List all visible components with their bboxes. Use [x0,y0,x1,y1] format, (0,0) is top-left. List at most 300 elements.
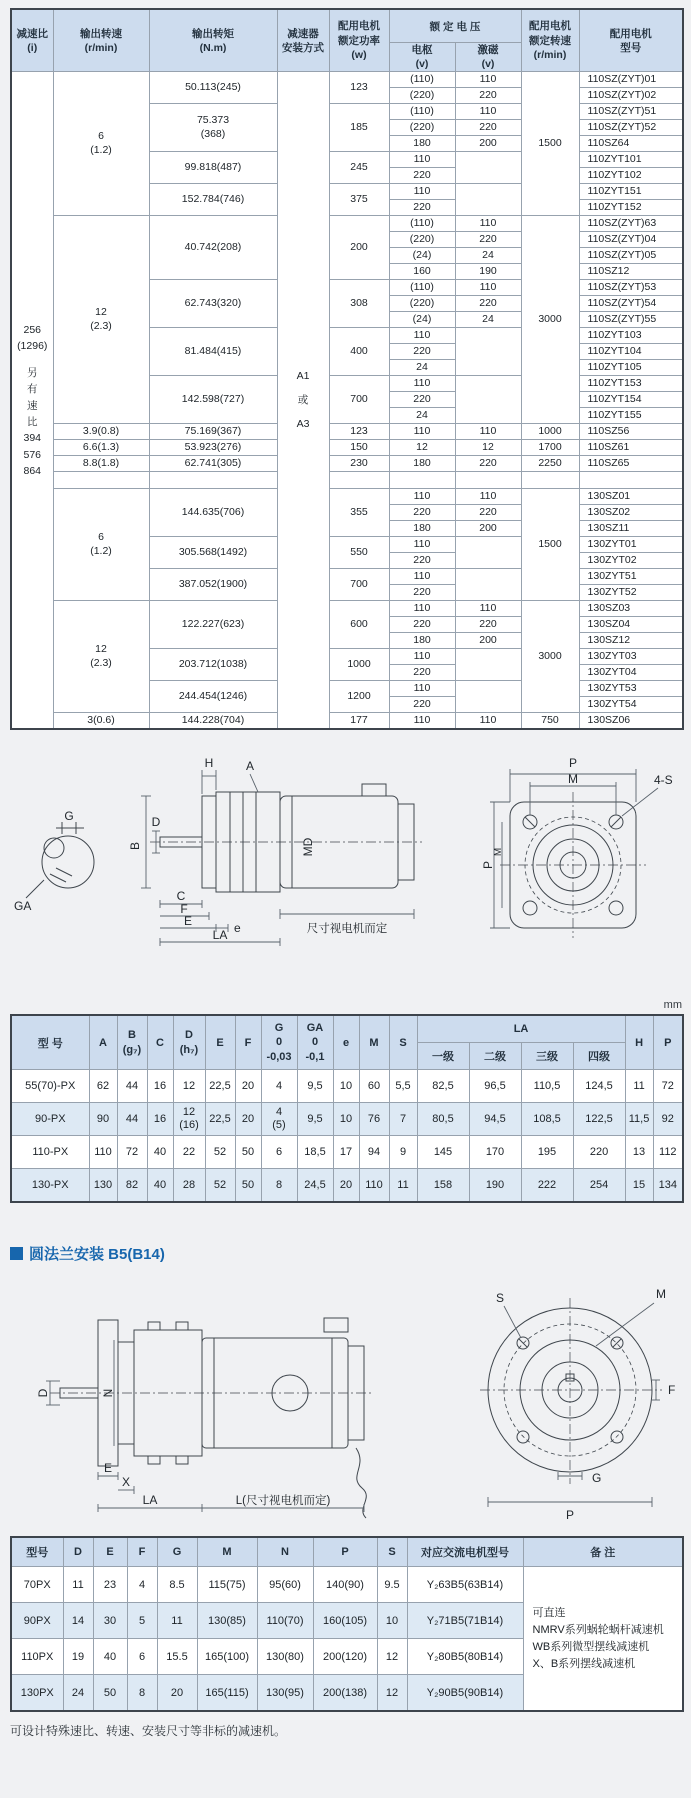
cell-torque: 122.227(623) [149,601,277,649]
cell-model: 130SZ02 [579,505,683,521]
cell: 220 [573,1136,625,1169]
header-cell: GA 0 -0,1 [297,1015,333,1070]
cell-exc: 110 [455,280,521,296]
cell: 22,5 [205,1103,235,1136]
cell-power: 600 [329,601,389,649]
cell-torque [149,472,277,489]
cell-exc: 110 [455,104,521,120]
header-cell: 备 注 [523,1537,683,1567]
cell-model: 110ZYT103 [579,328,683,344]
dimension-drawing-a [10,752,682,955]
header-cell: 配用电机 型号 [579,9,683,72]
header-cell: 对应交流电机型号 [407,1537,523,1567]
cell: 6 [127,1639,157,1675]
cell-ratio: 256 (1296) 另 有 速 比 394 576 864 [11,72,53,730]
cell-arm: (24) [389,312,455,328]
cell-model: 110SZ(ZYT)63 [579,216,683,232]
cell-arm: 180 [389,136,455,152]
cell-model: 110ZYT155 [579,408,683,424]
cell-model: 130ZYT01 [579,537,683,553]
cell-arm: 220 [389,200,455,216]
cell-model: 110ZYT154 [579,392,683,408]
cell-model: 130SZ03 [579,601,683,617]
cell-exc [455,152,521,184]
cell-model: 130ZYT03 [579,649,683,665]
cell-model: 110SZ(ZYT)04 [579,232,683,248]
header-cell: 减速器 安装方式 [277,9,329,72]
cell: 165(115) [197,1675,257,1712]
dim-label-GA: GA [14,899,32,914]
cell-speed: 3.9(0.8) [53,424,149,440]
section-title-text: 圆法兰安装 B5(B14) [29,1246,165,1264]
dim-label-C: C [176,889,186,904]
cell: 108,5 [521,1103,573,1136]
cell: 160(105) [313,1603,377,1639]
cell: 40 [93,1639,127,1675]
table-row [11,601,683,617]
cell: 195 [521,1136,573,1169]
cell-exc: 110 [455,72,521,88]
header-cell: 配用电机 额定转速 (r/min) [521,9,579,72]
dim-label-MD: MD [301,838,315,857]
dimension-table [10,1014,684,1203]
cell: 9.5 [377,1567,407,1603]
cell-torque: 144.228(704) [149,713,277,730]
power-cable [356,1448,366,1518]
cell-power [329,472,389,489]
cell-model: 130ZYT02 [579,553,683,569]
cell-torque: 144.635(706) [149,489,277,537]
flange-motor-drawing [10,1270,682,1525]
cell-power: 375 [329,184,389,216]
cell-torque: 387.052(1900) [149,569,277,601]
header-cell: 型号 [11,1537,63,1567]
header-cell: N [257,1537,313,1567]
cell-arm: 110 [389,376,455,392]
cell-model: 110ZYT152 [579,200,683,216]
cell-mount: A1 或 A3 [277,72,329,730]
cell-arm: (110) [389,72,455,88]
cell-exc: 200 [455,136,521,152]
cell-arm: (24) [389,248,455,264]
cell-model [579,472,683,489]
cell: 52 [205,1169,235,1203]
cell-model: 130ZYT53 [579,681,683,697]
cell-arm: 110 [389,601,455,617]
cell-exc: 220 [455,120,521,136]
cell-speed: 6 (1.2) [53,489,149,601]
cell-rpm: 1000 [521,424,579,440]
cell-speed: 8.8(1.8) [53,456,149,472]
dim-label-E: E [183,914,193,929]
dim-label-F2: F [668,1383,676,1398]
cell: 170 [469,1136,521,1169]
cell-power: 200 [329,216,389,280]
cell-arm [389,472,455,489]
cell-exc: 24 [455,248,521,264]
cell-model: 110ZYT105 [579,360,683,376]
header-cell: 一级 [417,1043,469,1070]
cell-arm: 180 [389,633,455,649]
cell: 12 [377,1639,407,1675]
cell-torque: 40.742(208) [149,216,277,280]
cell-model: 130SZ04 [579,617,683,633]
cell-arm: 220 [389,697,455,713]
cell: 90PX [11,1603,63,1639]
cell-rpm: 3000 [521,216,579,424]
cell: 134 [653,1169,683,1203]
cell: Y₂90B5(90B14) [407,1675,523,1712]
cell-arm: (220) [389,120,455,136]
cell: 10 [377,1603,407,1639]
cell-model: 130ZYT52 [579,585,683,601]
cell-power: 355 [329,489,389,537]
cell: 20 [333,1169,359,1203]
header-cell: 输出转矩 (N.m) [149,9,277,72]
header-cell: 电枢 (v) [389,43,455,72]
dimension-drawing-b [10,1270,682,1530]
cell-model: 130SZ12 [579,633,683,649]
cell: 92 [653,1103,683,1136]
cell-arm: (220) [389,232,455,248]
cell: 190 [469,1169,521,1203]
cell: 12 (16) [173,1103,205,1136]
cell: Y₂80B5(80B14) [407,1639,523,1675]
cell-arm: 220 [389,505,455,521]
dim-label-F: F [180,902,188,917]
cell-exc [455,569,521,601]
header-cell: H [625,1015,653,1070]
cell-model: 110SZ(ZYT)01 [579,72,683,88]
cell: 5,5 [389,1070,417,1103]
cell-torque: 142.598(727) [149,376,277,424]
cell-rpm: 1700 [521,440,579,456]
cell-power: 550 [329,537,389,569]
cell: 13 [625,1136,653,1169]
cell-speed: 3(0.6) [53,713,149,730]
cell: 20 [235,1070,261,1103]
cell-exc: 220 [455,617,521,633]
cell-torque: 62.741(305) [149,456,277,472]
cell-model: 110SZ(ZYT)53 [579,280,683,296]
dim-label-M2: M [656,1287,666,1302]
header-cell: M [359,1015,389,1070]
cell: 4 [261,1070,297,1103]
cell: 11 [389,1169,417,1203]
cell-model: 130SZ11 [579,521,683,537]
header-cell: B (g₇) [117,1015,147,1070]
cell-torque: 203.712(1038) [149,649,277,681]
cell: 110-PX [11,1136,89,1169]
header-cell: S [377,1537,407,1567]
cell-arm: 160 [389,264,455,280]
cell-model: 110SZ(ZYT)54 [579,296,683,312]
cell-rpm [521,472,579,489]
dim-label-D2: D [36,1389,50,1398]
cell-torque: 50.113(245) [149,72,277,104]
cell-exc: 200 [455,633,521,649]
motor-spec-table [10,8,684,730]
cell: 10 [333,1103,359,1136]
section-title-flange-mounting [10,1243,682,1264]
cell: 24 [63,1675,93,1712]
cell-arm: 110 [389,649,455,665]
dim-label-L: L(尺寸视电机而定) [235,1495,331,1508]
cell-torque: 75.373 (368) [149,104,277,152]
cell-exc: 220 [455,232,521,248]
cell: 5 [127,1603,157,1639]
table-row [11,713,683,730]
cell: 110 [359,1169,389,1203]
cell-torque: 62.743(320) [149,280,277,328]
table-row [11,440,683,456]
header-cell: LA [417,1015,625,1043]
cell-arm: 220 [389,392,455,408]
cell: 52 [205,1136,235,1169]
cell-arm: 110 [389,489,455,505]
header-cell: A [89,1015,117,1070]
dim-label-B: B [128,842,142,851]
dim-label-G: G [64,809,74,824]
cell-arm: 220 [389,585,455,601]
unit-label: mm [663,999,682,1012]
cell-model: 130SZ01 [579,489,683,505]
table-row [11,424,683,440]
cell-speed: 12 (2.3) [53,601,149,713]
cell-rpm: 2250 [521,456,579,472]
cell: 9 [389,1136,417,1169]
cell-model: 130ZYT04 [579,665,683,681]
shaft-end-view [26,822,94,898]
cell-arm: (110) [389,104,455,120]
cell-power: 308 [329,280,389,328]
cell-arm: 220 [389,168,455,184]
cell-torque: 244.454(1246) [149,681,277,713]
header-cell: P [653,1015,683,1070]
cell: Y₂71B5(71B14) [407,1603,523,1639]
cell-torque: 75.169(367) [149,424,277,440]
footer-note: 可设计特殊速比、转速、安装尺寸等非标的减速机。 [10,1724,287,1739]
dim-label-E2: E [103,1461,113,1476]
table-row [11,72,683,88]
cell-exc [455,681,521,713]
cell-arm: 180 [389,521,455,537]
cell-arm: 220 [389,344,455,360]
cell-arm: 24 [389,408,455,424]
cell-arm: 110 [389,184,455,200]
cell-arm: 110 [389,152,455,168]
gearmotor-side-view [150,784,422,892]
cell-exc: 220 [455,88,521,104]
flange-dimension-table [10,1536,684,1712]
cell-exc: 190 [455,264,521,280]
cell-arm: 110 [389,569,455,585]
cell: 124,5 [573,1070,625,1103]
dim-label-LA2: LA [142,1493,158,1508]
header-cell: G 0 -0,03 [261,1015,297,1070]
dim-label-P-top: P [568,756,578,771]
cell: 8.5 [157,1567,197,1603]
cell: 130(80) [257,1639,313,1675]
cell-model: 110SZ56 [579,424,683,440]
dimension-lines-b [46,1340,364,1512]
cell: 50 [235,1169,261,1203]
cell-arm: 220 [389,553,455,569]
cell-power: 150 [329,440,389,456]
cell-arm: (220) [389,88,455,104]
cell-exc: 220 [455,505,521,521]
cell: 17 [333,1136,359,1169]
header-cell: E [93,1537,127,1567]
cell-speed: 6 (1.2) [53,72,149,216]
header-cell: 配用电机 额定功率 (w) [329,9,389,72]
dim-label-S: S [496,1291,505,1306]
cell: 158 [417,1169,469,1203]
cell: 8 [127,1675,157,1712]
cell-power: 1000 [329,649,389,681]
cell: 62 [89,1070,117,1103]
cell: 94,5 [469,1103,521,1136]
cell-rpm: 3000 [521,601,579,713]
cell: 11 [157,1603,197,1639]
cell: 12 [377,1675,407,1712]
dim-label-e: e [234,921,241,936]
cell: 60 [359,1070,389,1103]
table-row [11,1169,683,1203]
cell: 16 [147,1103,173,1136]
cell-arm: 220 [389,665,455,681]
header-cell: F [127,1537,157,1567]
cell-arm: 12 [389,440,455,456]
round-flange-view [480,1298,662,1507]
cell: 110 [89,1136,117,1169]
cell-model: 110ZYT104 [579,344,683,360]
cell: 11 [63,1567,93,1603]
header-cell: M [197,1537,257,1567]
cell: 50 [93,1675,127,1712]
dim-label-M-left: M [493,848,504,857]
cell-exc [455,472,521,489]
dim-label-LA: LA [212,928,228,943]
cell-model: 110SZ61 [579,440,683,456]
cell: 16 [147,1070,173,1103]
header-cell: 型 号 [11,1015,89,1070]
cell-exc: 24 [455,312,521,328]
cell-torque: 81.484(415) [149,328,277,376]
cell: 22,5 [205,1070,235,1103]
cell: 110(70) [257,1603,313,1639]
section-marker-icon [10,1247,23,1260]
cell: 130PX [11,1675,63,1712]
cell-exc [455,537,521,569]
cell-exc: 220 [455,456,521,472]
cell: 9,5 [297,1103,333,1136]
cell-arm: (110) [389,216,455,232]
header-cell: C [147,1015,173,1070]
cell-model: 110ZYT102 [579,168,683,184]
cell: 50 [235,1136,261,1169]
cell-arm: 110 [389,537,455,553]
header-cell: 减速比 (i) [11,9,53,72]
cell-model: 130ZYT51 [579,569,683,585]
cell-exc [455,649,521,681]
cell: 9,5 [297,1070,333,1103]
cell-arm: (110) [389,280,455,296]
cell: 140(90) [313,1567,377,1603]
header-cell: E [205,1015,235,1070]
cell: 122,5 [573,1103,625,1136]
cell: 20 [235,1103,261,1136]
cell-power: 700 [329,376,389,424]
cell: 23 [93,1567,127,1603]
cell: 110PX [11,1639,63,1675]
cell-model: 110SZ12 [579,264,683,280]
cell: 4 [127,1567,157,1603]
dim-label-G2: G [592,1471,602,1486]
cell: 15 [625,1169,653,1203]
cell: 40 [147,1169,173,1203]
cell-power: 245 [329,152,389,184]
cell: 90 [89,1103,117,1136]
cell-exc: 110 [455,713,521,730]
cell-exc [455,328,521,376]
cell-power: 700 [329,569,389,601]
cell-power: 400 [329,328,389,376]
gearmotor-side-drawing [10,752,682,950]
cell-torque: 305.568(1492) [149,537,277,569]
cell: 72 [117,1136,147,1169]
cell: 7 [389,1103,417,1136]
cell-speed: 12 (2.3) [53,216,149,424]
cell-torque: 152.784(746) [149,184,277,216]
cell-power: 123 [329,424,389,440]
cell: 15.5 [157,1639,197,1675]
table-row [11,1103,683,1136]
table-row [11,472,683,489]
cell: 95(60) [257,1567,313,1603]
cell: 115(75) [197,1567,257,1603]
dim-label-P2: P [565,1508,575,1523]
cell: 4 (5) [261,1103,297,1136]
drawing-b-labels [36,1287,675,1522]
cell: 11 [625,1070,653,1103]
header-cell: e [333,1015,359,1070]
cell: 55(70)-PX [11,1070,89,1103]
cell: 94 [359,1136,389,1169]
header-cell: 四级 [573,1043,625,1070]
cell-power: 1200 [329,681,389,713]
cell-power: 230 [329,456,389,472]
cell: 10 [333,1070,359,1103]
cell: 130(95) [257,1675,313,1712]
flange-motor-side-view [50,1318,372,1518]
header-cell: G [157,1537,197,1567]
motor-size-note: 尺寸视电机而定 [306,923,388,936]
dim-label-H: H [204,756,214,771]
cell-torque: 99.818(487) [149,152,277,184]
cell: 8 [261,1169,297,1203]
header-cell: 额 定 电 压 [389,9,521,43]
cell: 28 [173,1169,205,1203]
cell: 222 [521,1169,573,1203]
cell-model: 130ZYT54 [579,697,683,713]
cell-arm: 180 [389,456,455,472]
cell-exc: 110 [455,216,521,232]
cell-model: 110ZYT101 [579,152,683,168]
cell: 44 [117,1070,147,1103]
cell-arm: 110 [389,713,455,730]
dim-label-M-top: M [568,772,578,787]
